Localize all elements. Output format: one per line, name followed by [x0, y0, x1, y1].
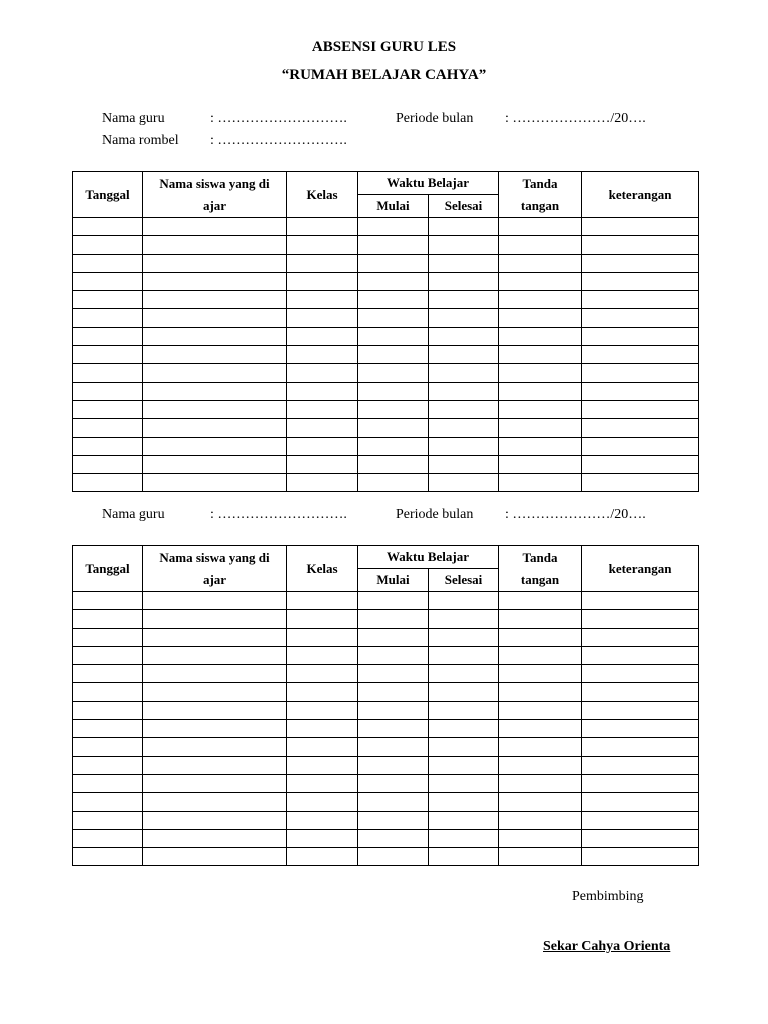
- table-row: [73, 254, 699, 272]
- cell-tanda-tangan[interactable]: [499, 738, 582, 756]
- attendance-table-top: [72, 171, 699, 492]
- cell-mulai[interactable]: [358, 793, 429, 811]
- cell-nama-siswa[interactable]: [143, 793, 287, 811]
- cell-tanggal[interactable]: [73, 327, 143, 345]
- cell-mulai[interactable]: [358, 811, 429, 829]
- cell-nama-siswa[interactable]: [143, 400, 287, 418]
- cell-keterangan[interactable]: [582, 254, 699, 272]
- cell-kelas[interactable]: [287, 236, 358, 254]
- cell-selesai[interactable]: [429, 829, 499, 847]
- cell-selesai[interactable]: [429, 774, 499, 792]
- cell-nama-siswa[interactable]: [143, 236, 287, 254]
- cell-nama-siswa[interactable]: [143, 254, 287, 272]
- cell-kelas[interactable]: [287, 756, 358, 774]
- cell-mulai[interactable]: [358, 646, 429, 664]
- cell-keterangan[interactable]: [582, 382, 699, 400]
- cell-mulai[interactable]: [358, 327, 429, 345]
- cell-keterangan[interactable]: [582, 811, 699, 829]
- cell-tanggal[interactable]: [73, 683, 143, 701]
- cell-kelas[interactable]: [287, 720, 358, 738]
- cell-mulai[interactable]: [358, 829, 429, 847]
- cell-kelas[interactable]: [287, 400, 358, 418]
- cell-kelas[interactable]: [287, 610, 358, 628]
- nama-rombel-label: Nama rombel: [102, 133, 179, 148]
- cell-selesai[interactable]: [429, 364, 499, 382]
- table-row: [73, 628, 699, 646]
- periode-bulan-label: Periode bulan: [396, 111, 474, 126]
- signature-role: Pembimbing: [572, 889, 644, 904]
- cell-tanggal[interactable]: [73, 829, 143, 847]
- cell-nama-siswa[interactable]: [143, 683, 287, 701]
- document-title: ABSENSI GURU LES: [311, 39, 457, 55]
- cell-kelas[interactable]: [287, 309, 358, 327]
- cell-selesai[interactable]: [429, 474, 499, 492]
- cell-tanggal[interactable]: [73, 592, 143, 610]
- cell-kelas[interactable]: [287, 592, 358, 610]
- table-row: [73, 774, 699, 792]
- header-tanda-line1: Tanda: [522, 175, 558, 191]
- cell-tanda-tangan[interactable]: [499, 474, 582, 492]
- header-keterangan: keterangan: [582, 546, 699, 592]
- cell-selesai[interactable]: [429, 610, 499, 628]
- cell-keterangan[interactable]: [582, 829, 699, 847]
- cell-tanda-tangan[interactable]: [499, 628, 582, 646]
- attendance-table-bottom: [72, 545, 699, 866]
- cell-tanda-tangan[interactable]: [499, 829, 582, 847]
- cell-kelas[interactable]: [287, 474, 358, 492]
- cell-mulai[interactable]: [358, 701, 429, 719]
- cell-kelas[interactable]: [287, 701, 358, 719]
- cell-tanda-tangan[interactable]: [499, 756, 582, 774]
- header-nama-siswa: [143, 172, 287, 218]
- cell-tanda-tangan[interactable]: [499, 437, 582, 455]
- table-row: [73, 720, 699, 738]
- cell-nama-siswa[interactable]: [143, 774, 287, 792]
- cell-mulai[interactable]: [358, 474, 429, 492]
- cell-keterangan[interactable]: [582, 774, 699, 792]
- cell-tanda-tangan[interactable]: [499, 811, 582, 829]
- cell-mulai[interactable]: [358, 665, 429, 683]
- cell-nama-siswa[interactable]: [143, 218, 287, 236]
- table-row: [73, 592, 699, 610]
- header-mulai: Mulai: [358, 195, 429, 218]
- header-kelas: Kelas: [287, 546, 358, 592]
- cell-tanda-tangan[interactable]: [499, 309, 582, 327]
- cell-selesai[interactable]: [429, 346, 499, 364]
- header-nama-siswa-line1: Nama siswa yang di: [159, 549, 270, 565]
- cell-tanggal[interactable]: [73, 646, 143, 664]
- header-selesai: Selesai: [429, 195, 499, 218]
- cell-tanda-tangan[interactable]: [499, 364, 582, 382]
- periode-bulan-label-2: Periode bulan: [396, 507, 474, 522]
- periode-bulan-field-2[interactable]: : …………………/20….: [505, 507, 646, 522]
- cell-nama-siswa[interactable]: [143, 665, 287, 683]
- table-row: [73, 701, 699, 719]
- cell-selesai[interactable]: [429, 272, 499, 290]
- header-nama-siswa-line1: Nama siswa yang di: [159, 175, 270, 191]
- table-row: [73, 236, 699, 254]
- cell-nama-siswa[interactable]: [143, 756, 287, 774]
- cell-tanggal[interactable]: [73, 218, 143, 236]
- cell-mulai[interactable]: [358, 628, 429, 646]
- header-nama-siswa: [143, 546, 287, 592]
- table-row: [73, 683, 699, 701]
- table-row: [73, 848, 699, 866]
- cell-selesai[interactable]: [429, 646, 499, 664]
- header-kelas: Kelas: [287, 172, 358, 218]
- cell-selesai[interactable]: [429, 254, 499, 272]
- cell-mulai[interactable]: [358, 738, 429, 756]
- cell-tanda-tangan[interactable]: [499, 848, 582, 866]
- cell-mulai[interactable]: [358, 291, 429, 309]
- cell-nama-siswa[interactable]: [143, 848, 287, 866]
- cell-tanda-tangan[interactable]: [499, 382, 582, 400]
- cell-selesai[interactable]: [429, 309, 499, 327]
- cell-keterangan[interactable]: [582, 346, 699, 364]
- nama-guru-field-2[interactable]: : ……………………….: [210, 507, 347, 522]
- cell-tanggal[interactable]: [73, 236, 143, 254]
- cell-mulai[interactable]: [358, 400, 429, 418]
- cell-selesai[interactable]: [429, 382, 499, 400]
- cell-mulai[interactable]: [358, 364, 429, 382]
- header-selesai: Selesai: [429, 569, 499, 592]
- cell-selesai[interactable]: [429, 218, 499, 236]
- cell-tanggal[interactable]: [73, 364, 143, 382]
- table-row: [73, 309, 699, 327]
- cell-tanda-tangan[interactable]: [499, 592, 582, 610]
- cell-mulai[interactable]: [358, 774, 429, 792]
- cell-keterangan[interactable]: [582, 592, 699, 610]
- cell-selesai[interactable]: [429, 683, 499, 701]
- cell-kelas[interactable]: [287, 628, 358, 646]
- table-row: [73, 811, 699, 829]
- cell-tanggal[interactable]: [73, 738, 143, 756]
- cell-nama-siswa[interactable]: [143, 592, 287, 610]
- cell-keterangan[interactable]: [582, 437, 699, 455]
- cell-kelas[interactable]: [287, 218, 358, 236]
- table-row: [73, 346, 699, 364]
- cell-nama-siswa[interactable]: [143, 327, 287, 345]
- cell-tanda-tangan[interactable]: [499, 254, 582, 272]
- table-body-bottom: [73, 592, 699, 866]
- periode-bulan-field[interactable]: : …………………/20….: [505, 111, 646, 126]
- cell-tanggal[interactable]: [73, 665, 143, 683]
- table-row: [73, 829, 699, 847]
- cell-keterangan[interactable]: [582, 628, 699, 646]
- cell-kelas[interactable]: [287, 793, 358, 811]
- cell-tanggal[interactable]: [73, 628, 143, 646]
- cell-tanda-tangan[interactable]: [499, 291, 582, 309]
- cell-selesai[interactable]: [429, 848, 499, 866]
- cell-keterangan[interactable]: [582, 738, 699, 756]
- cell-keterangan[interactable]: [582, 419, 699, 437]
- cell-selesai[interactable]: [429, 793, 499, 811]
- cell-tanda-tangan[interactable]: [499, 793, 582, 811]
- table-row: [73, 665, 699, 683]
- table-row: [73, 218, 699, 236]
- cell-tanda-tangan[interactable]: [499, 665, 582, 683]
- cell-kelas[interactable]: [287, 382, 358, 400]
- cell-tanggal[interactable]: [73, 455, 143, 473]
- header-tanda-tangan: [499, 546, 582, 592]
- cell-mulai[interactable]: [358, 236, 429, 254]
- cell-keterangan[interactable]: [582, 646, 699, 664]
- cell-nama-siswa[interactable]: [143, 811, 287, 829]
- cell-keterangan[interactable]: [582, 236, 699, 254]
- cell-selesai[interactable]: [429, 400, 499, 418]
- header-tanda-line2: tangan: [520, 197, 560, 213]
- cell-tanggal[interactable]: [73, 272, 143, 290]
- cell-tanda-tangan[interactable]: [499, 720, 582, 738]
- cell-selesai[interactable]: [429, 437, 499, 455]
- cell-keterangan[interactable]: [582, 848, 699, 866]
- cell-nama-siswa[interactable]: [143, 382, 287, 400]
- table-row: [73, 382, 699, 400]
- table-row: [73, 610, 699, 628]
- cell-selesai[interactable]: [429, 455, 499, 473]
- cell-mulai[interactable]: [358, 455, 429, 473]
- nama-guru-label-2: Nama guru: [102, 507, 165, 522]
- cell-mulai[interactable]: [358, 419, 429, 437]
- cell-kelas[interactable]: [287, 738, 358, 756]
- cell-tanggal[interactable]: [73, 793, 143, 811]
- table-row: [73, 646, 699, 664]
- cell-nama-siswa[interactable]: [143, 364, 287, 382]
- cell-keterangan[interactable]: [582, 474, 699, 492]
- cell-tanggal[interactable]: [73, 291, 143, 309]
- cell-kelas[interactable]: [287, 646, 358, 664]
- cell-mulai[interactable]: [358, 437, 429, 455]
- header-nama-siswa-line2: ajar: [202, 197, 227, 213]
- cell-kelas[interactable]: [287, 774, 358, 792]
- cell-kelas[interactable]: [287, 829, 358, 847]
- cell-selesai[interactable]: [429, 592, 499, 610]
- cell-selesai[interactable]: [429, 628, 499, 646]
- cell-tanggal[interactable]: [73, 720, 143, 738]
- cell-tanggal[interactable]: [73, 474, 143, 492]
- cell-nama-siswa[interactable]: [143, 291, 287, 309]
- header-mulai: Mulai: [358, 569, 429, 592]
- cell-selesai[interactable]: [429, 665, 499, 683]
- cell-nama-siswa[interactable]: [143, 738, 287, 756]
- cell-keterangan[interactable]: [582, 400, 699, 418]
- table-row: [73, 738, 699, 756]
- cell-tanggal[interactable]: [73, 610, 143, 628]
- cell-selesai[interactable]: [429, 756, 499, 774]
- cell-selesai[interactable]: [429, 738, 499, 756]
- table-row: [73, 327, 699, 345]
- cell-mulai[interactable]: [358, 382, 429, 400]
- cell-kelas[interactable]: [287, 254, 358, 272]
- cell-kelas[interactable]: [287, 665, 358, 683]
- header-tanda-tangan: [499, 172, 582, 218]
- cell-nama-siswa[interactable]: [143, 628, 287, 646]
- cell-keterangan[interactable]: [582, 683, 699, 701]
- table-row: [73, 419, 699, 437]
- cell-kelas[interactable]: [287, 272, 358, 290]
- cell-mulai[interactable]: [358, 218, 429, 236]
- cell-nama-siswa[interactable]: [143, 610, 287, 628]
- header-tanda-line2: tangan: [520, 571, 560, 587]
- cell-kelas[interactable]: [287, 419, 358, 437]
- cell-tanggal[interactable]: [73, 774, 143, 792]
- table-row: [73, 437, 699, 455]
- cell-tanggal[interactable]: [73, 400, 143, 418]
- header-waktu-belajar: Waktu Belajar: [358, 172, 499, 195]
- table-row: [73, 793, 699, 811]
- header-tanggal: Tanggal: [73, 546, 143, 592]
- header-waktu-belajar: Waktu Belajar: [358, 546, 499, 569]
- cell-tanggal[interactable]: [73, 346, 143, 364]
- cell-keterangan[interactable]: [582, 756, 699, 774]
- cell-mulai[interactable]: [358, 592, 429, 610]
- cell-selesai[interactable]: [429, 327, 499, 345]
- header-nama-siswa-line2: ajar: [202, 571, 227, 587]
- cell-nama-siswa[interactable]: [143, 272, 287, 290]
- table-row: [73, 291, 699, 309]
- cell-kelas[interactable]: [287, 364, 358, 382]
- header-tanda-line1: Tanda: [522, 549, 558, 565]
- cell-mulai[interactable]: [358, 683, 429, 701]
- cell-nama-siswa[interactable]: [143, 419, 287, 437]
- cell-tanda-tangan[interactable]: [499, 346, 582, 364]
- cell-keterangan[interactable]: [582, 364, 699, 382]
- cell-mulai[interactable]: [358, 272, 429, 290]
- cell-mulai[interactable]: [358, 848, 429, 866]
- cell-tanda-tangan[interactable]: [499, 683, 582, 701]
- cell-tanda-tangan[interactable]: [499, 236, 582, 254]
- cell-keterangan[interactable]: [582, 793, 699, 811]
- table-body-top: [73, 218, 699, 492]
- cell-keterangan[interactable]: [582, 720, 699, 738]
- table-row: [73, 756, 699, 774]
- cell-selesai[interactable]: [429, 701, 499, 719]
- cell-keterangan[interactable]: [582, 218, 699, 236]
- cell-keterangan[interactable]: [582, 610, 699, 628]
- cell-tanggal[interactable]: [73, 437, 143, 455]
- cell-keterangan[interactable]: [582, 327, 699, 345]
- cell-tanda-tangan[interactable]: [499, 400, 582, 418]
- cell-tanggal[interactable]: [73, 848, 143, 866]
- cell-selesai[interactable]: [429, 291, 499, 309]
- cell-keterangan[interactable]: [582, 701, 699, 719]
- cell-nama-siswa[interactable]: [143, 829, 287, 847]
- cell-tanda-tangan[interactable]: [499, 327, 582, 345]
- table-row: [73, 400, 699, 418]
- cell-nama-siswa[interactable]: [143, 309, 287, 327]
- cell-selesai[interactable]: [429, 720, 499, 738]
- cell-kelas[interactable]: [287, 811, 358, 829]
- cell-keterangan[interactable]: [582, 665, 699, 683]
- cell-tanda-tangan[interactable]: [499, 218, 582, 236]
- document-subtitle: “RUMAH BELAJAR CAHYA”: [281, 67, 487, 83]
- cell-kelas[interactable]: [287, 346, 358, 364]
- cell-keterangan[interactable]: [582, 455, 699, 473]
- cell-mulai[interactable]: [358, 309, 429, 327]
- cell-tanda-tangan[interactable]: [499, 774, 582, 792]
- cell-nama-siswa[interactable]: [143, 646, 287, 664]
- nama-rombel-field[interactable]: : ……………………….: [210, 133, 347, 148]
- cell-selesai[interactable]: [429, 811, 499, 829]
- cell-tanda-tangan[interactable]: [499, 272, 582, 290]
- header-keterangan: keterangan: [582, 172, 699, 218]
- cell-tanggal[interactable]: [73, 254, 143, 272]
- cell-tanda-tangan[interactable]: [499, 646, 582, 664]
- nama-guru-label: Nama guru: [102, 111, 165, 126]
- nama-guru-field[interactable]: : ……………………….: [210, 111, 347, 126]
- cell-selesai[interactable]: [429, 236, 499, 254]
- table-row: [73, 474, 699, 492]
- cell-nama-siswa[interactable]: [143, 437, 287, 455]
- table-row: [73, 455, 699, 473]
- cell-tanda-tangan[interactable]: [499, 455, 582, 473]
- cell-kelas[interactable]: [287, 437, 358, 455]
- cell-tanda-tangan[interactable]: [499, 701, 582, 719]
- cell-mulai[interactable]: [358, 720, 429, 738]
- cell-kelas[interactable]: [287, 683, 358, 701]
- table-row: [73, 272, 699, 290]
- cell-nama-siswa[interactable]: [143, 455, 287, 473]
- cell-tanggal[interactable]: [73, 382, 143, 400]
- header-tanggal: Tanggal: [73, 172, 143, 218]
- cell-mulai[interactable]: [358, 756, 429, 774]
- cell-nama-siswa[interactable]: [143, 701, 287, 719]
- cell-tanggal[interactable]: [73, 701, 143, 719]
- cell-tanda-tangan[interactable]: [499, 419, 582, 437]
- cell-selesai[interactable]: [429, 419, 499, 437]
- cell-kelas[interactable]: [287, 327, 358, 345]
- cell-mulai[interactable]: [358, 610, 429, 628]
- cell-tanggal[interactable]: [73, 811, 143, 829]
- cell-nama-siswa[interactable]: [143, 346, 287, 364]
- cell-mulai[interactable]: [358, 346, 429, 364]
- cell-keterangan[interactable]: [582, 272, 699, 290]
- cell-tanda-tangan[interactable]: [499, 610, 582, 628]
- cell-kelas[interactable]: [287, 848, 358, 866]
- cell-nama-siswa[interactable]: [143, 720, 287, 738]
- cell-kelas[interactable]: [287, 291, 358, 309]
- signature-name: Sekar Cahya Orienta: [543, 939, 671, 954]
- cell-kelas[interactable]: [287, 455, 358, 473]
- cell-mulai[interactable]: [358, 254, 429, 272]
- cell-tanggal[interactable]: [73, 756, 143, 774]
- cell-keterangan[interactable]: [582, 291, 699, 309]
- cell-keterangan[interactable]: [582, 309, 699, 327]
- cell-tanggal[interactable]: [73, 419, 143, 437]
- table-row: [73, 364, 699, 382]
- cell-tanggal[interactable]: [73, 309, 143, 327]
- cell-nama-siswa[interactable]: [143, 474, 287, 492]
